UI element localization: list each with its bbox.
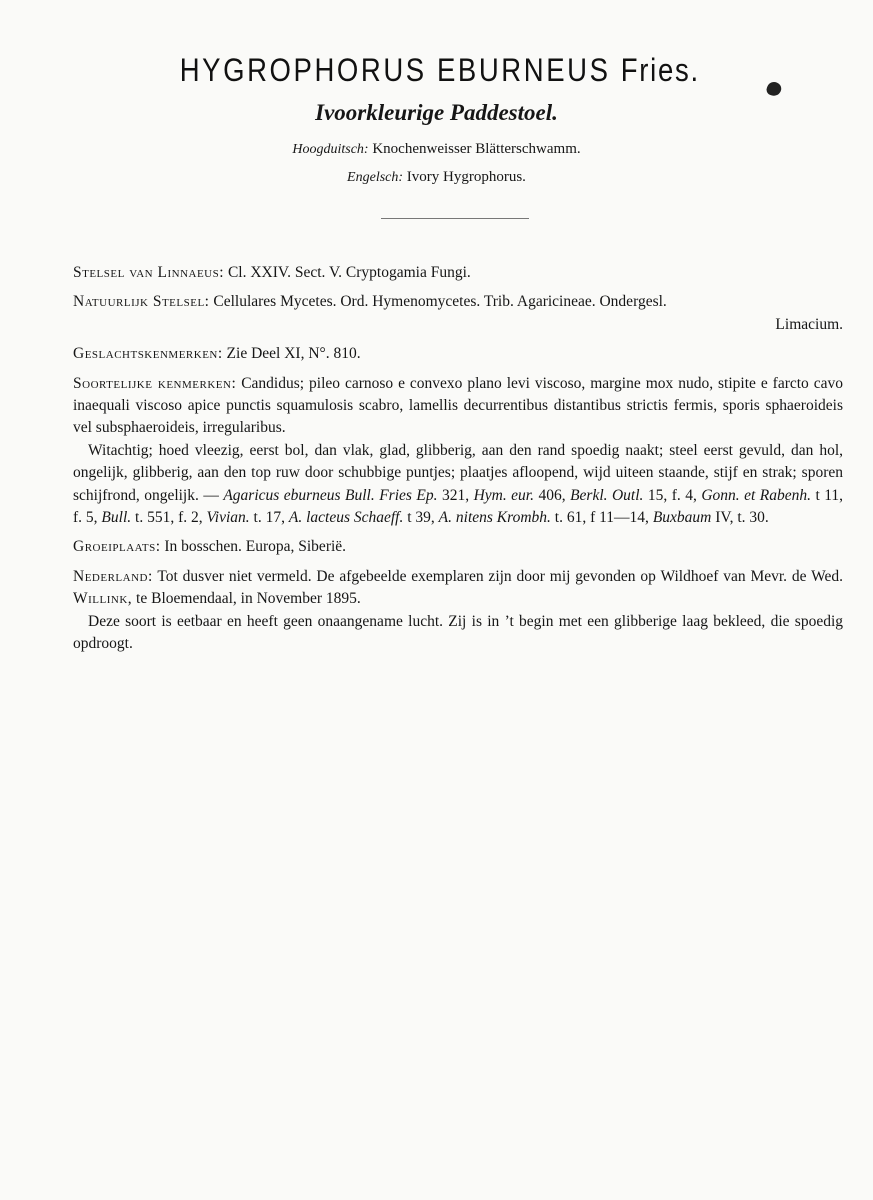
natural-system-section: [73, 291, 843, 313]
german-label: Hoogduitsch:: [292, 142, 369, 157]
netherlands-text: Tot dusver niet vermeld. De afgebeelde exemplaren zijn door mij gevonden op Wildhoef van Mevr. de Wed.: [157, 567, 843, 585]
genus-text: Zie Deel XI, N°. 810.: [226, 345, 361, 363]
dutch-common-name: Ivoorkleurige Paddestoel.: [315, 100, 558, 125]
document-body: [73, 262, 843, 656]
reference: A. lacteus Schaeff.: [288, 509, 404, 527]
reference-detail: t. 17,: [253, 509, 285, 527]
natural-system-label: Natuurlijk Stelsel:: [73, 293, 210, 311]
natural-system-continuation: Limacium.: [775, 315, 843, 333]
species-author: Fries.: [620, 52, 700, 88]
closing-paragraph: Deze soort is eetbaar en heeft geen onaangename lucht. Zij is in ’t begin met een glibberige laag bekleed, die spoedig opdroogt.: [73, 612, 843, 653]
genus-label: Geslachtskenmerken:: [73, 345, 223, 363]
habitat-section: [73, 536, 843, 558]
german-name-line: [0, 141, 873, 158]
reference: Gonn. et Rabenh.: [701, 486, 811, 504]
english-name: Ivory Hygrophorus.: [406, 169, 526, 185]
reference-detail: t 11, f. 5,: [73, 486, 844, 527]
divider: [381, 218, 529, 219]
linnaeus-section: [73, 262, 843, 284]
reference-detail: 15, f. 4,: [647, 486, 697, 504]
netherlands-label: Nederland:: [73, 567, 153, 585]
reference: Vivian.: [206, 509, 250, 527]
reference: Berkl. Outl.: [570, 486, 644, 504]
reference-detail: t 39,: [407, 509, 435, 527]
species-section: [73, 373, 843, 440]
habitat-label: Groeiplaats:: [73, 538, 161, 556]
netherlands-section: [73, 566, 843, 611]
reference-detail: t. 551, f. 2,: [135, 509, 203, 527]
english-name-line: [0, 169, 873, 186]
species-title: [64, 52, 815, 89]
genus-species-name: HYGROPHORUS EBURNEUS: [179, 52, 611, 88]
description-text: Witachtig; hoed vleezig, eerst bol, dan vlak, glad, glibberig, aan den rand spoedig naakt; steel eerst gevuld, dan hol, ongelijk, glibberig, aan den top ruw door schubbige puntjes; plaatjes afloopend, wijd uiteen staande, stijf en strak; sporen schijfrond, ongelijk. —: [73, 441, 843, 504]
netherlands-text-end: te Bloemendaal, in November 1895.: [136, 590, 361, 608]
habitat-text: In bosschen. Europa, Siberië.: [164, 538, 347, 556]
species-label: Soortelijke kenmerken:: [73, 374, 237, 392]
german-name: Knochenweisser Blätterschwamm.: [372, 141, 581, 157]
reference-detail: IV, t. 30.: [715, 509, 769, 527]
reference-detail: t. 61, f 11—14,: [554, 509, 649, 527]
reference: Buxbaum: [652, 509, 712, 527]
reference: Agaricus eburneus Bull.: [223, 486, 375, 504]
english-label: Engelsch:: [347, 170, 404, 185]
description-paragraph: [73, 440, 843, 530]
reference: Hym. eur.: [473, 486, 534, 504]
reference-detail: 406,: [538, 486, 566, 504]
genus-section: [73, 343, 843, 365]
reference: A. nitens Krombh.: [438, 509, 551, 527]
reference: Fries Ep.: [379, 486, 438, 504]
linnaeus-label: Stelsel van Linnaeus:: [73, 264, 225, 281]
species-text: Candidus; pileo carnoso e convexo plano levi viscoso, margine mox nudo, stipite e farcto cavo inaequali viscoso apice punctis squamulosis scabro, lamellis decurrentibus distantibus strictis fermis, sporis sphaeroideis vel subsphaeroideis, irregularibus.: [73, 374, 843, 437]
reference-detail: 321,: [441, 486, 470, 504]
natural-system-text: Cellulares Mycetes. Ord. Hymenomycetes. Trib. Agaricineae. Ondergesl.: [213, 293, 667, 311]
finder-name: Willink,: [73, 590, 133, 608]
reference: Bull.: [101, 509, 132, 527]
linnaeus-text: Cl. XXIV. Sect. V. Cryptogamia Fungi.: [227, 264, 471, 281]
